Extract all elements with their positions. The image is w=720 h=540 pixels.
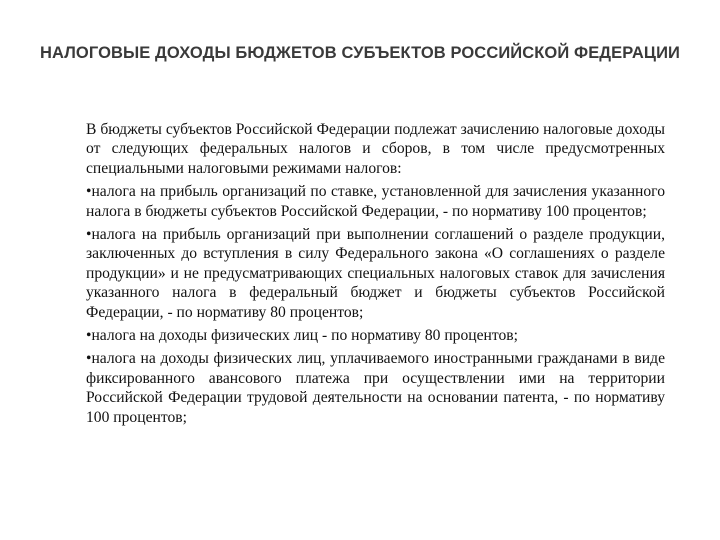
bullet-item-profit-tax: •налога на прибыль организаций по ставке, установленной для зачисления указанного налога в бюджеты субъектов Российской Федерации, - по нормативу 100 процентов; <box>86 183 665 220</box>
bullet-item-income-tax-patent: •налога на доходы физических лиц, уплачиваемого иностранными гражданами в виде фиксированного авансового платежа при осуществлении ими на территории Российской Федерации трудовой деятельности на основании патента, - по нормативу 100 процентов; <box>86 350 665 426</box>
slide-title: НАЛОГОВЫЕ ДОХОДЫ БЮДЖЕТОВ СУБЪЕКТОВ РОССИЙСКОЙ ФЕДЕРАЦИИ <box>39 44 681 62</box>
intro-paragraph: В бюджеты субъектов Российской Федерации подлежат зачислению налоговые доходы от следующих федеральных налогов и сборов, в том числе предусмотренных специальными налоговыми режимами налогов: <box>86 121 665 177</box>
bullet-item-income-tax: •налога на доходы физических лиц - по нормативу 80 процентов; <box>86 327 518 345</box>
bullet-item-profit-tax-psa: •налога на прибыль организаций при выполнении соглашений о разделе продукции, заключенных до вступления в силу Федерального закона «О соглашениях о разделе продукции» и не предусматривающих специальных налоговых ставок для зачисления указанного налога в федеральный бюджет и бюджеты субъектов Российской Федерации, - по нормативу 80 процентов; <box>86 226 665 321</box>
slide-body <box>86 120 665 431</box>
